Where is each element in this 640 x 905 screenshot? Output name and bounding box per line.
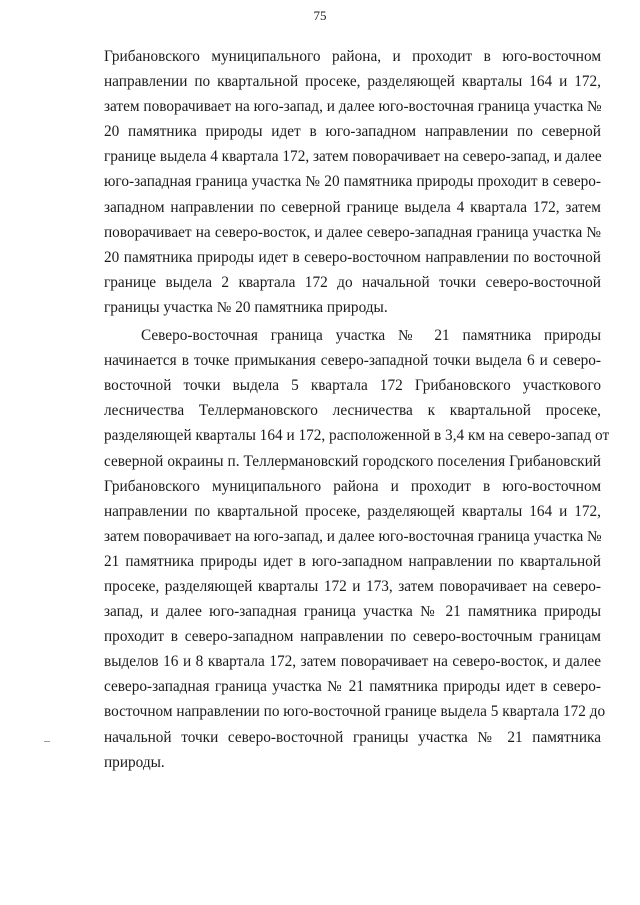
paragraph-2: [104, 323, 610, 775]
text-line: затем поворачивает на юго-запад, и далее юго-восточная граница участка №: [104, 98, 602, 116]
text-line: Северо-восточная граница участка № 21 памятника природы: [141, 327, 601, 345]
text-line: границе выдела 4 квартала 172, затем поворачивает на северо-запад, и далее: [104, 148, 602, 166]
text-line: начинается в точке примыкания северо-западной точки выдела 6 и северо-: [104, 352, 601, 370]
margin-mark: [44, 741, 50, 742]
page-number: 75: [313, 8, 327, 23]
text-line: восточной точки выдела 5 квартала 172 Грибановского участкового: [104, 377, 601, 395]
text-line: 21 памятника природы идет в юго-западном направлении по квартальной: [104, 552, 601, 570]
text-line: затем поворачивает на юго-запад, и далее юго-восточная граница участка №: [104, 527, 602, 545]
text-line: 20 памятника природы идет в северо-восточном направлении по восточной: [104, 248, 601, 266]
text-line: северной окраины п. Теллермановский городского поселения Грибановский: [104, 452, 601, 470]
text-line: поворачивает на северо-восток, и далее северо-западная граница участка №: [104, 223, 601, 241]
text-line: западном направлении по северной границе выдела 4 квартала 172, затем: [104, 198, 601, 216]
text-line: Грибановского муниципального района, и проходит в юго-восточном: [104, 48, 601, 65]
text-line: Грибановского муниципального района и проходит в юго-восточном: [104, 477, 601, 495]
paragraph-1: [104, 44, 601, 320]
text-line: разделяющей кварталы 164 и 172, расположенной в 3,4 км на северо-запад от: [104, 427, 610, 445]
text-line: просеке, разделяющей кварталы 172 и 173, затем поворачивает на северо-: [104, 577, 601, 595]
text-line: направлении по квартальной просеке, разделяющей кварталы 164 и 172,: [104, 73, 601, 91]
text-line: выделов 16 и 8 квартала 172, затем поворачивает на северо-восток, и далее: [104, 653, 601, 671]
text-line: 20 памятника природы идет в юго-западном направлении по северной: [104, 123, 601, 141]
text-line: лесничества Теллермановского лесничества к квартальной просеке,: [104, 402, 601, 420]
text-line: направлении по квартальной просеке, разделяющей кварталы 164 и 172,: [104, 502, 601, 520]
text-line: границе выдела 2 квартала 172 до начальной точки северо-восточной: [104, 273, 601, 291]
text-line: запад, и далее юго-западная граница участка № 21 памятника природы: [104, 603, 601, 621]
text-line: северо-западная граница участка № 21 памятника природы идет в северо-: [104, 678, 601, 696]
text-line: юго-западная граница участка № 20 памятника природы проходит в северо-: [104, 173, 601, 191]
document-body: [104, 44, 610, 775]
text-line: восточном направлении по юго-восточной границе выдела 5 квартала 172 до: [104, 703, 606, 721]
text-line: границы участка № 20 памятника природы.: [104, 298, 388, 316]
text-line: природы.: [104, 753, 165, 771]
text-line: проходит в северо-западном направлении по северо-восточным границам: [104, 628, 601, 646]
text-line: начальной точки северо-восточной границы участка № 21 памятника: [104, 728, 601, 746]
